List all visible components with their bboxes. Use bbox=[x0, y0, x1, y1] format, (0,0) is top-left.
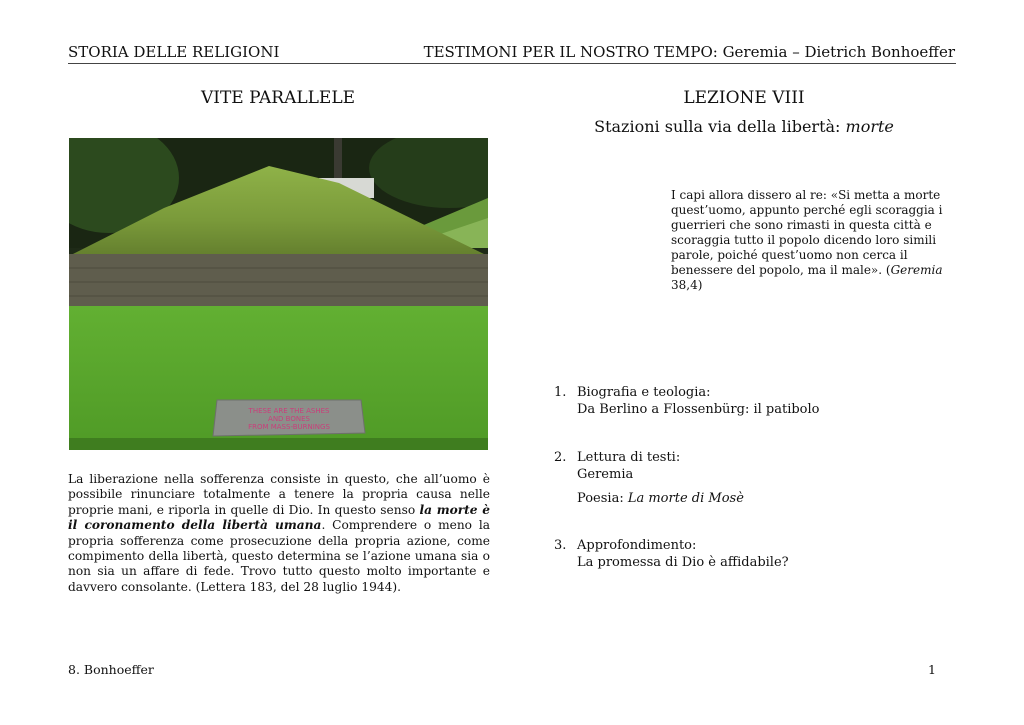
plaque-line-1: THESE ARE THE ASHES bbox=[248, 407, 330, 415]
list-item-detail: La promessa di Dio è affidabile? bbox=[577, 555, 789, 570]
quote-reference-number: 38,4) bbox=[671, 278, 703, 292]
subtitle-emphasis: morte bbox=[845, 117, 894, 136]
footer-page-number: 1 bbox=[928, 662, 936, 677]
footer-chapter: 8. Bonhoeffer bbox=[68, 662, 154, 677]
header-right: TESTIMONI PER IL NOSTRO TEMPO: Geremia – Dietrich Bonhoeffer bbox=[423, 43, 955, 61]
list-item-detail: Da Berlino a Flossenbürg: il patibolo bbox=[577, 402, 820, 417]
jeremiah-quote bbox=[671, 188, 961, 293]
right-page-subtitle bbox=[520, 117, 968, 136]
header-left: STORIA DELLE RELIGIONI bbox=[68, 43, 280, 61]
memorial-photo bbox=[69, 138, 488, 450]
subtitle-prefix: Stazioni sulla via della libertà: bbox=[594, 117, 846, 136]
letter-part-2: . Comprendere o meno la propria sofferenza come prosecuzione della propria azione, come compimento della libertà, questo determina se l’azione umana sia o non sia un affare di fede. Trovo tutto questo molto importante e davvero consolante. (Lettera 183, del 28 luglio 1944). bbox=[68, 518, 491, 594]
quote-reference: Geremia bbox=[890, 263, 943, 277]
list-item-number: 2. bbox=[554, 450, 567, 465]
poem-title: La morte di Mosè bbox=[627, 491, 744, 506]
bonhoeffer-letter-excerpt bbox=[68, 472, 490, 595]
list-item-number: 3. bbox=[554, 538, 567, 553]
list-item-number: 1. bbox=[554, 385, 567, 400]
poem-label: Poesia: bbox=[577, 491, 628, 506]
quote-text: I capi allora dissero al re: «Si metta a morte quest’uomo, appunto perché egli scoraggia i guerrieri che sono rimasti in questa città e scoraggia tutto il popolo dicendo loro simili parole, poiché quest’uomo non cerca il benessere del popolo, ma il male». ( bbox=[671, 188, 943, 277]
list-item-heading: Biografia e teologia: bbox=[577, 385, 711, 400]
header-rule bbox=[68, 63, 956, 64]
plaque-line-3: FROM MASS-BURNINGS bbox=[248, 423, 330, 431]
left-page-title: VITE PARALLELE bbox=[200, 88, 356, 108]
letter-part-1: La liberazione nella sofferenza consiste in questo, che all’uomo è possibile rinunciare totalmente a tenere la propria causa nelle proprie mani, e riporla in quelle di Dio. In questo senso bbox=[68, 472, 490, 517]
list-item-detail: Geremia bbox=[577, 467, 634, 482]
list-item-poem bbox=[577, 490, 744, 507]
letter-emphasis: la morte è il coronamento della libertà umana bbox=[68, 502, 490, 533]
right-page-title: LEZIONE VIII bbox=[683, 88, 805, 108]
list-item-heading: Approfondimento: bbox=[577, 538, 697, 553]
list-item-heading: Lettura di testi: bbox=[577, 450, 681, 465]
plaque-line-2: AND BONES bbox=[268, 415, 310, 423]
